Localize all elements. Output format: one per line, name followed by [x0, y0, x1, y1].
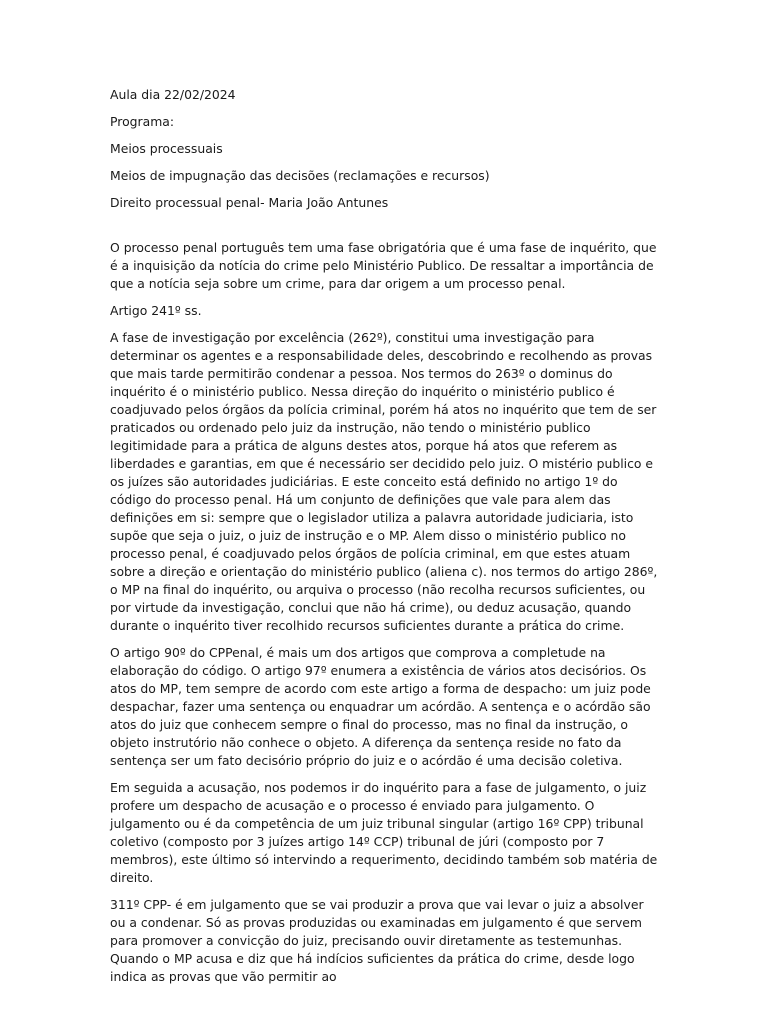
paragraph-investigation: A fase de investigação por excelência (262º), constitui uma investigação para determinar os agentes e a responsabilidade deles, descobrindo e recolhendo as provas que mais tarde permitirão condenar a pessoa. Nos termos do 263º o dominus do inquérito é o ministério publico. Nessa direção do inquérito o ministério publico é coadjuvado pelos órgãos da polícia criminal, porém há atos no inquérito que tem de ser praticados ou ordenado pelo juiz da instrução, não tendo o ministério publico legitimidade para a prática de alguns destes atos, porque há atos que referem as liberdades e garantias, em que é necessário ser decidido pelo juiz. O mistério publico e os juízes são autoridades judiciárias. E este conceito está definido no artigo 1º do código do processo penal. Há um conjunto de definições que vale para alem das definições em si: sempre que o legislador utiliza a palavra autoridade judiciaria, isto supõe que seja o juiz, o juiz de instrução e o MP. Alem disso o ministério publico no processo penal, é coadjuvado pelos órgãos de polícia criminal, em que estes atuam sobre a direção e orientação do ministério publico (aliena c). nos termos do artigo 286º, o MP na final do inquérito, ou arquiva o processo (não recolha recursos suficientes, ou por virtude da investigação, conclui que não há crime), ou deduz acusação, quando durante o inquérito tiver recolhido recursos suficientes durante a prática do crime.: [110, 330, 658, 633]
paragraph-evidence: 311º CPP- é em julgamento que se vai produzir a prova que vai levar o juiz a absolver ou a condenar. Só as provas produzidas ou examinadas em julgamento é que servem para promover a convicção do juiz, precisando ouvir diretamente as testemunhas. Quando o MP acusa e diz que há indícios suficientes da prática do crime, desde logo indica as provas que vão permitir ao: [110, 897, 644, 984]
topic-item: Meios de impugnação das decisões (reclamações e recursos): [110, 168, 490, 183]
paragraph-article-ref: Artigo 241º ss.: [110, 303, 202, 318]
blank-line: [110, 221, 658, 239]
program-label: Programa:: [110, 114, 175, 129]
document-content: [110, 86, 658, 995]
topic-item: Direito processual penal- Maria João Antunes: [110, 195, 389, 210]
date-line: Aula dia 22/02/2024: [110, 87, 236, 102]
paragraph-trial: Em seguida a acusação, nos podemos ir do inquérito para a fase de julgamento, o juiz profere um despacho de acusação e o processo é enviado para julgamento. O julgamento ou é da competência de um juiz tribunal singular (artigo 16º CPP) tribunal coletivo (composto por 3 juízes artigo 14º CCP) tribunal de júri (composto por 7 membros), este último só intervindo a requerimento, decidindo também sob matéria de direito.: [110, 780, 658, 885]
paragraph-intro: O processo penal português tem uma fase obrigatória que é uma fase de inquérito, que é a inquisição da notícia do crime pelo Ministério Publico. De ressaltar a importância de que a notícia seja sobre um crime, para dar origem a um processo penal.: [110, 240, 657, 291]
paragraph-decisions: O artigo 90º do CPPenal, é mais um dos artigos que comprova a completude na elaboração do código. O artigo 97º enumera a existência de vários atos decisórios. Os atos do MP, tem sempre de acordo com este artigo a forma de despacho: um juiz pode despachar, fazer uma sentença ou enquadrar um acórdão. A sentença e o acórdão são atos do juiz que conhecem sempre o final do processo, mas no final da instrução, o objeto instrutório não conhece o objeto. A diferença da sentença reside no fato da sentença ser um fato decisório próprio do juiz e o acórdão é uma decisão coletiva.: [110, 645, 651, 768]
topic-item: Meios processuais: [110, 141, 223, 156]
